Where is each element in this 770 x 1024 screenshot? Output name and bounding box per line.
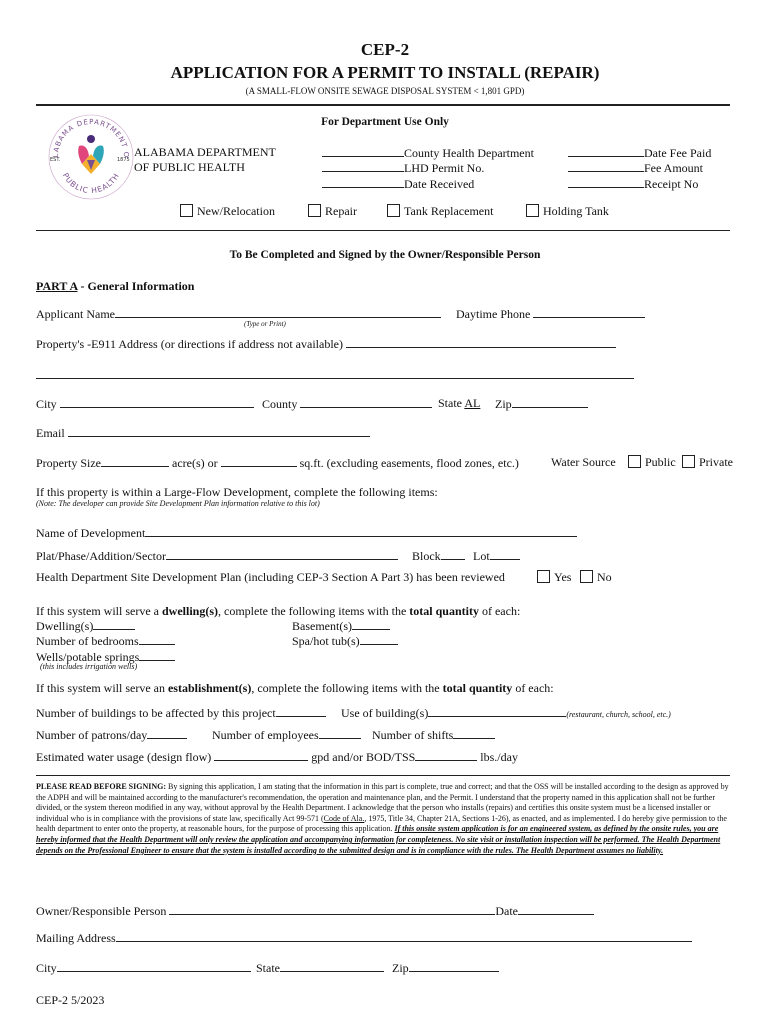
state-field[interactable]: State AL bbox=[438, 396, 481, 410]
receipt-no-field[interactable]: Receipt No bbox=[568, 176, 698, 192]
block-field[interactable]: Block bbox=[412, 548, 465, 564]
fee-amount-field[interactable]: Fee Amount bbox=[568, 160, 703, 176]
lhd-permit-field[interactable]: LHD Permit No. bbox=[322, 160, 484, 176]
form-code: CEP-2 bbox=[360, 40, 410, 59]
seal-year: 1875 bbox=[117, 157, 130, 163]
address-line-2[interactable] bbox=[36, 378, 634, 379]
checkbox-icon[interactable] bbox=[387, 204, 400, 217]
wells-count-field[interactable]: Wells/potable springs bbox=[36, 649, 175, 665]
header-divider bbox=[36, 104, 730, 106]
checkbox-icon[interactable] bbox=[180, 204, 193, 217]
svg-text:ALABAMA DEPARTMENT OF: LABAMA DEPARTMENT O bbox=[51, 117, 131, 159]
mailing-state-field[interactable]: State bbox=[256, 960, 384, 976]
checkbox-icon[interactable] bbox=[526, 204, 539, 217]
spa-count-field[interactable]: Spa/hot tub(s) bbox=[292, 633, 398, 649]
establishment-intro: If this system will serve an establishment(s), complete the following items with the total quantity of each: bbox=[36, 681, 554, 695]
signing-notice: PLEASE READ BEFORE SIGNING: By signing this application, I am stating that the information in this part is complete, true and correct; and that the OSS will be installed according to the design as approved by the ADPH and will be maintained according to the manufacturer's recommendation, the operation and maintenance plan, and the Permit. I understand that the property named in this application shall not be further divided, or the system thereon modified in any way, without approval by the Health Department. I acknowledge that the person who installs (repairs) and certifies this onsite system must be a licensed installer or individual who is in compliance with the provisions of state law, specifically Act 99-571 (Code of Ala., 1975, Title 34, Chapter 21A, Sections 1-26), as enacted, and as implemented. I do hereby give permission to the health department to enter onto the property, at reasonable hours, for the purpose of processing this application. If this onsite system application is for an engineered system, as defined by the onsite rules, you are hereby informed that the Health Department will only review the application and accompanying information for completeness. No site visit or installation inspection will be performed. The Health Department depends on the Professional Engineer to ensure that the system is installed according to the submitted design and is in compliance with the rules. The Health Department assumes no liability. bbox=[36, 782, 729, 855]
tank-replacement-checkbox[interactable]: Tank Replacement bbox=[387, 204, 493, 219]
bedrooms-count-field[interactable]: Number of bedrooms bbox=[36, 633, 175, 649]
water-source-group: Water Source bbox=[551, 455, 616, 469]
applicant-name-field[interactable]: Applicant Name bbox=[36, 306, 441, 322]
type-or-print-note: (Type or Print) bbox=[244, 320, 286, 328]
part-a-heading: PART A - General Information bbox=[36, 279, 195, 293]
form-revision: CEP-2 5/2023 bbox=[36, 993, 105, 1007]
email-field[interactable]: Email bbox=[36, 425, 370, 441]
large-flow-note: (Note: The developer can provide Site Development Plan information relative to this lot) bbox=[36, 499, 320, 508]
mailing-zip-field[interactable]: Zip bbox=[392, 960, 499, 976]
adph-seal bbox=[46, 112, 136, 202]
owner-signature-field[interactable]: Owner/Responsible Person Date bbox=[36, 903, 594, 919]
checkbox-icon[interactable] bbox=[580, 570, 593, 583]
checkbox-icon[interactable] bbox=[537, 570, 550, 583]
notice-divider bbox=[36, 775, 730, 776]
county-health-dept-field[interactable]: County Health Department bbox=[322, 145, 534, 161]
zip-field[interactable]: Zip bbox=[495, 396, 588, 412]
date-received-field[interactable]: Date Received bbox=[322, 176, 474, 192]
address-field[interactable]: Property's -E911 Address (or directions if address not available) bbox=[36, 336, 616, 352]
checkbox-icon[interactable] bbox=[682, 455, 695, 468]
agency-line-1: ALABAMA DEPARTMENT bbox=[134, 145, 276, 159]
owner-heading: To Be Completed and Signed by the Owner/Responsible Person bbox=[229, 249, 541, 261]
property-size-field[interactable]: Property Size acre(s) or sq.ft. (excluding easements, flood zones, etc.) bbox=[36, 456, 519, 470]
dwelling-intro: If this system will serve a dwelling(s), complete the following items with the total quantity of each: bbox=[36, 604, 521, 618]
section-divider bbox=[36, 230, 730, 231]
water-usage-field[interactable]: Estimated water usage (design flow) gpd and/or BOD/TSS lbs./day bbox=[36, 750, 518, 764]
private-water-checkbox[interactable]: Private bbox=[682, 455, 733, 470]
repair-checkbox[interactable]: Repair bbox=[308, 204, 357, 219]
mailing-city-field[interactable]: City bbox=[36, 960, 251, 976]
daytime-phone-field[interactable]: Daytime Phone bbox=[456, 306, 645, 322]
shifts-count-field[interactable]: Number of shifts bbox=[372, 727, 495, 743]
plat-field[interactable]: Plat/Phase/Addition/Sector bbox=[36, 548, 398, 564]
seal-est: EST. bbox=[50, 157, 61, 163]
large-flow-intro: If this property is within a Large-Flow Development, complete the following items: bbox=[36, 485, 438, 499]
employees-count-field[interactable]: Number of employees bbox=[212, 727, 361, 743]
county-field[interactable]: County bbox=[262, 396, 432, 412]
mailing-address-field[interactable]: Mailing Address bbox=[36, 930, 692, 946]
patrons-count-field[interactable]: Number of patrons/day bbox=[36, 727, 187, 743]
site-plan-yes-checkbox[interactable]: Yes bbox=[537, 570, 571, 585]
development-name-field[interactable]: Name of Development bbox=[36, 525, 577, 541]
basements-count-field[interactable]: Basement(s) bbox=[292, 618, 390, 634]
checkbox-icon[interactable] bbox=[308, 204, 321, 217]
buildings-count-field[interactable]: Number of buildings to be affected by this project bbox=[36, 705, 326, 721]
date-fee-paid-field[interactable]: Date Fee Paid bbox=[568, 145, 711, 161]
new-relocation-checkbox[interactable]: New/Relocation bbox=[180, 204, 275, 219]
dept-use-heading: For Department Use Only bbox=[321, 116, 449, 128]
dwellings-count-field[interactable]: Dwelling(s) bbox=[36, 618, 135, 634]
site-plan-no-checkbox[interactable]: No bbox=[580, 570, 612, 585]
checkbox-icon[interactable] bbox=[628, 455, 641, 468]
svg-text:PUBLIC HEALTH: PUBLIC HEALTH bbox=[60, 171, 122, 196]
lot-field[interactable]: Lot bbox=[473, 548, 520, 564]
form-title: APPLICATION FOR A PERMIT TO INSTALL (REPAIR) bbox=[170, 63, 600, 82]
public-water-checkbox[interactable]: Public bbox=[628, 455, 676, 470]
site-plan-reviewed: Health Department Site Development Plan (including CEP-3 Section A Part 3) has been reviewed bbox=[36, 570, 505, 584]
building-use-field[interactable]: Use of building(s) (restaurant, church, school, etc.) bbox=[341, 706, 671, 720]
holding-tank-checkbox[interactable]: Holding Tank bbox=[526, 204, 609, 219]
city-field[interactable]: City bbox=[36, 396, 254, 412]
irrigation-note: (this includes irrigation wells) bbox=[40, 662, 138, 671]
form-subtitle: (A SMALL-FLOW ONSITE SEWAGE DISPOSAL SYSTEM < 1,801 GPD) bbox=[245, 86, 525, 96]
agency-line-2: OF PUBLIC HEALTH bbox=[134, 160, 245, 174]
